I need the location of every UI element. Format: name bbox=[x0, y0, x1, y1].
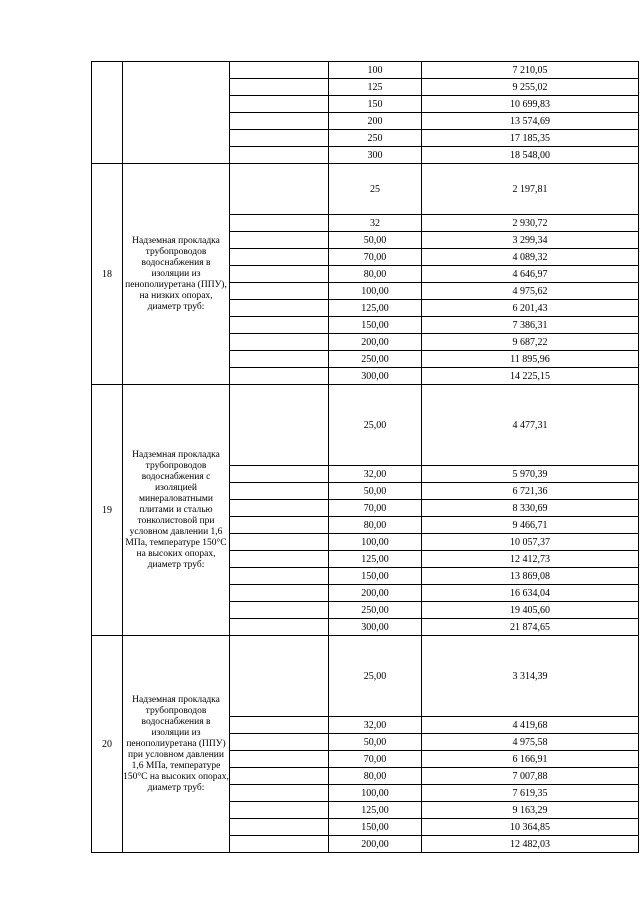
pipe-diameter: 100,00 bbox=[329, 534, 422, 551]
pipe-diameter: 250,00 bbox=[329, 602, 422, 619]
pipe-diameter: 32,00 bbox=[329, 717, 422, 734]
item-number: 19 bbox=[92, 385, 123, 636]
empty-cell bbox=[230, 300, 329, 317]
item-number: 18 bbox=[92, 164, 123, 385]
pipe-diameter: 70,00 bbox=[329, 500, 422, 517]
empty-cell bbox=[230, 130, 329, 147]
price-value: 10 364,85 bbox=[422, 819, 639, 836]
empty-cell bbox=[230, 368, 329, 385]
empty-cell bbox=[230, 585, 329, 602]
empty-cell bbox=[230, 500, 329, 517]
price-value: 13 574,69 bbox=[422, 113, 639, 130]
price-value: 4 477,31 bbox=[422, 385, 639, 466]
price-value: 10 057,37 bbox=[422, 534, 639, 551]
price-value: 2 197,81 bbox=[422, 164, 639, 215]
price-value: 7 007,88 bbox=[422, 768, 639, 785]
empty-cell bbox=[230, 534, 329, 551]
item-number bbox=[92, 62, 123, 164]
empty-cell bbox=[230, 568, 329, 585]
empty-cell bbox=[230, 317, 329, 334]
empty-cell bbox=[230, 215, 329, 232]
empty-cell bbox=[230, 483, 329, 500]
price-value: 4 089,32 bbox=[422, 249, 639, 266]
price-value: 7 386,31 bbox=[422, 317, 639, 334]
empty-cell bbox=[230, 147, 329, 164]
price-value: 19 405,60 bbox=[422, 602, 639, 619]
empty-cell bbox=[230, 551, 329, 568]
price-value: 4 975,62 bbox=[422, 283, 639, 300]
empty-cell bbox=[230, 517, 329, 534]
price-value: 18 548,00 bbox=[422, 147, 639, 164]
pipe-diameter: 300,00 bbox=[329, 619, 422, 636]
empty-cell bbox=[230, 334, 329, 351]
empty-cell bbox=[230, 819, 329, 836]
price-value: 4 646,97 bbox=[422, 266, 639, 283]
pipe-diameter: 100,00 bbox=[329, 785, 422, 802]
price-value: 3 314,39 bbox=[422, 636, 639, 717]
table-row bbox=[92, 164, 639, 215]
empty-cell bbox=[230, 62, 329, 79]
empty-cell bbox=[230, 768, 329, 785]
pipe-diameter: 50,00 bbox=[329, 483, 422, 500]
rates-table bbox=[91, 61, 639, 853]
table-row bbox=[92, 62, 639, 79]
price-value: 16 634,04 bbox=[422, 585, 639, 602]
empty-cell bbox=[230, 751, 329, 768]
pipe-diameter: 250 bbox=[329, 130, 422, 147]
empty-cell bbox=[230, 164, 329, 215]
item-description: Надземная прокладка трубопроводов водоснабжения в изоляции из пенополиуретана (ППУ), на низких опорах, диаметр труб: bbox=[123, 164, 230, 385]
pipe-diameter: 80,00 bbox=[329, 517, 422, 534]
pipe-diameter: 125 bbox=[329, 79, 422, 96]
empty-cell bbox=[230, 113, 329, 130]
price-value: 7 619,35 bbox=[422, 785, 639, 802]
pipe-diameter: 32,00 bbox=[329, 466, 422, 483]
table-row bbox=[92, 385, 639, 466]
pipe-diameter: 200,00 bbox=[329, 836, 422, 853]
pipe-diameter: 25,00 bbox=[329, 636, 422, 717]
price-value: 6 201,43 bbox=[422, 300, 639, 317]
price-value: 11 895,96 bbox=[422, 351, 639, 368]
pipe-diameter: 70,00 bbox=[329, 249, 422, 266]
price-value: 17 185,35 bbox=[422, 130, 639, 147]
empty-cell bbox=[230, 266, 329, 283]
pipe-diameter: 70,00 bbox=[329, 751, 422, 768]
pipe-diameter: 250,00 bbox=[329, 351, 422, 368]
empty-cell bbox=[230, 249, 329, 266]
pipe-diameter: 125,00 bbox=[329, 300, 422, 317]
pipe-diameter: 25,00 bbox=[329, 385, 422, 466]
empty-cell bbox=[230, 283, 329, 300]
price-value: 7 210,05 bbox=[422, 62, 639, 79]
rates-table-body bbox=[92, 62, 639, 853]
pipe-diameter: 300 bbox=[329, 147, 422, 164]
empty-cell bbox=[230, 734, 329, 751]
pipe-diameter: 32 bbox=[329, 215, 422, 232]
price-value: 2 930,72 bbox=[422, 215, 639, 232]
price-value: 6 166,91 bbox=[422, 751, 639, 768]
empty-cell bbox=[230, 836, 329, 853]
pipe-diameter: 125,00 bbox=[329, 551, 422, 568]
pipe-diameter: 150 bbox=[329, 96, 422, 113]
price-value: 9 163,29 bbox=[422, 802, 639, 819]
pipe-diameter: 100 bbox=[329, 62, 422, 79]
empty-cell bbox=[230, 96, 329, 113]
price-value: 12 482,03 bbox=[422, 836, 639, 853]
item-number: 20 bbox=[92, 636, 123, 853]
price-value: 6 721,36 bbox=[422, 483, 639, 500]
price-value: 5 970,39 bbox=[422, 466, 639, 483]
price-value: 4 419,68 bbox=[422, 717, 639, 734]
pipe-diameter: 150,00 bbox=[329, 819, 422, 836]
pipe-diameter: 150,00 bbox=[329, 568, 422, 585]
price-value: 13 869,08 bbox=[422, 568, 639, 585]
empty-cell bbox=[230, 466, 329, 483]
pipe-diameter: 125,00 bbox=[329, 802, 422, 819]
empty-cell bbox=[230, 619, 329, 636]
pipe-diameter: 100,00 bbox=[329, 283, 422, 300]
pipe-diameter: 150,00 bbox=[329, 317, 422, 334]
pipe-diameter: 200 bbox=[329, 113, 422, 130]
price-value: 10 699,83 bbox=[422, 96, 639, 113]
price-value: 12 412,73 bbox=[422, 551, 639, 568]
price-value: 14 225,15 bbox=[422, 368, 639, 385]
price-value: 9 687,22 bbox=[422, 334, 639, 351]
empty-cell bbox=[230, 385, 329, 466]
empty-cell bbox=[230, 717, 329, 734]
price-value: 9 255,02 bbox=[422, 79, 639, 96]
price-value: 21 874,65 bbox=[422, 619, 639, 636]
item-description: Надземная прокладка трубопроводов водоснабжения с изоляцией минераловатными плитами и сталью тонколистовой при условном давлении 1,6 МПа, температуре 150°С на высоких опорах, диаметр труб: bbox=[123, 385, 230, 636]
price-value: 8 330,69 bbox=[422, 500, 639, 517]
empty-cell bbox=[230, 802, 329, 819]
item-description bbox=[123, 62, 230, 164]
price-value: 3 299,34 bbox=[422, 232, 639, 249]
pipe-diameter: 80,00 bbox=[329, 266, 422, 283]
price-value: 4 975,58 bbox=[422, 734, 639, 751]
item-description: Надземная прокладка трубопроводов водоснабжения в изоляции из пенополиуретана (ППУ) при условном давлении 1,6 МПа, температуре 150°С на высоких опорах, диаметр труб: bbox=[123, 636, 230, 853]
pipe-diameter: 80,00 bbox=[329, 768, 422, 785]
pipe-diameter: 25 bbox=[329, 164, 422, 215]
empty-cell bbox=[230, 602, 329, 619]
pipe-diameter: 200,00 bbox=[329, 334, 422, 351]
pipe-diameter: 300,00 bbox=[329, 368, 422, 385]
pipe-diameter: 200,00 bbox=[329, 585, 422, 602]
table-row bbox=[92, 636, 639, 717]
price-value: 9 466,71 bbox=[422, 517, 639, 534]
empty-cell bbox=[230, 636, 329, 717]
pipe-diameter: 50,00 bbox=[329, 232, 422, 249]
empty-cell bbox=[230, 785, 329, 802]
empty-cell bbox=[230, 351, 329, 368]
empty-cell bbox=[230, 232, 329, 249]
pipe-diameter: 50,00 bbox=[329, 734, 422, 751]
empty-cell bbox=[230, 79, 329, 96]
